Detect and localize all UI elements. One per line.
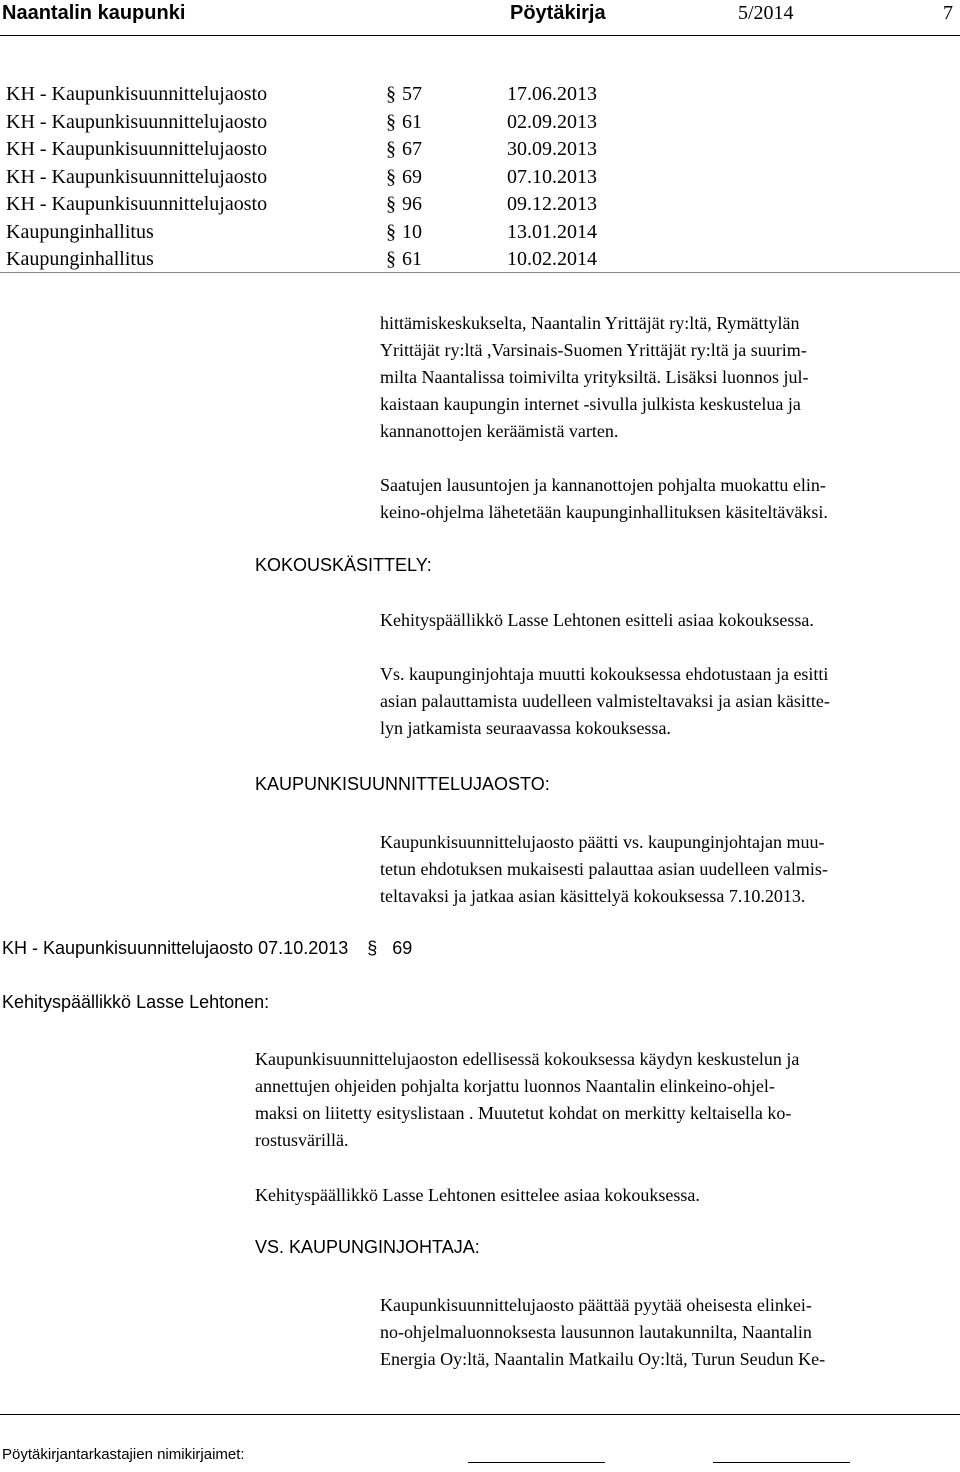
text-line: Kaupunkisuunnittelujaoston edellisessä kokouksessa käydyn keskustelun ja [255,1049,800,1069]
section-label-vs-kaupunginjohtaja: VS. KAUPUNGINJOHTAJA: [255,1237,480,1257]
meeting-reference-text: KH - Kaupunkisuunnittelujaosto 07.10.2013 [2,938,349,958]
reference-body: KH - Kaupunkisuunnittelujaosto [6,138,268,160]
section-sign: § [386,110,396,133]
section-sign: § [386,165,396,188]
paragraph-revised-draft [255,1046,799,1154]
text-line: asian palauttamista uudelleen valmisteltavaksi ja asian käsitte- [380,691,830,711]
page-number: 7 [943,2,953,24]
reference-date: 07.10.2013 [507,165,597,188]
paragraph-presents [255,1182,700,1209]
reference-body: KH - Kaupunkisuunnittelujaosto [6,83,268,105]
paragraph-amended-proposal [380,661,830,742]
section-sign: § [367,938,378,958]
reference-row [0,166,960,193]
signatures-label: Pöytäkirjantarkastajien nimikirjaimet: [2,1446,245,1463]
text-line: Kehityspäällikkö Lasse Lehtonen esittelee asiaa kokouksessa. [255,1185,700,1205]
reference-row [0,221,960,248]
text-line: teltavaksi ja jatkaa asian käsittelyä kokouksessa 7.10.2013. [380,886,806,906]
text-line: hittämiskeskukselta, Naantalin Yrittäjät ry:ltä, Rymättylän [380,313,800,333]
text-line: keino-ohjelma lähetetään kaupunginhallituksen käsiteltäväksi. [380,502,828,522]
reference-row [0,138,960,165]
text-line: Energia Oy:ltä, Naantalin Matkailu Oy:ltä, Turun Seudun Ke- [380,1349,826,1369]
reference-table-rule [0,272,960,273]
municipality-name: Naantalin kaupunki [2,2,186,24]
signature-line-1 [468,1462,605,1463]
text-line: annettujen ohjeiden pohjalta korjattu luonnos Naantalin elinkeino-ohjel- [255,1076,775,1096]
text-line: tetun ehdotuksen mukaisesti palauttaa asian uudelleen valmis- [380,859,828,879]
text-line: Kaupunkisuunnittelujaosto päätti vs. kaupunginjohtajan muu- [380,832,825,852]
text-line: Kehityspäällikkö Lasse Lehtonen esitteli asiaa kokouksessa. [380,610,814,630]
section-sign: § [386,248,396,270]
section-sign: § [386,138,396,160]
text-line: rostusvärillä. [255,1130,349,1150]
text-line: maksi on liitetty esityslistaan . Muutetut kohdat on merkitty keltaisella ko- [255,1103,792,1123]
reference-date: 13.01.2014 [507,220,597,243]
text-line: Saatujen lausuntojen ja kannanottojen pohjalta muokattu elin- [380,475,826,495]
reference-body: KH - Kaupunkisuunnittelujaosto [6,165,268,188]
reference-body: KH - Kaupunkisuunnittelujaosto [6,110,268,133]
paragraph-consultation [380,310,808,445]
text-line: Yrittäjät ry:ltä ,Varsinais-Suomen Yrittäjät ry:ltä ja suurim- [380,340,807,360]
section-number: 96 [402,193,422,215]
paragraph-request-statement [380,1292,825,1373]
text-line: lyn jatkamista seuraavassa kokouksessa. [380,718,671,738]
text-line: kannanottojen keräämistä varten. [380,421,619,441]
section-number: 69 [392,938,413,958]
text-line: no-ohjelmaluonnoksesta lausunnon lautakunnilta, Naantalin [380,1322,812,1342]
reference-date: 09.12.2013 [507,193,597,215]
text-line: Vs. kaupunginjohtaja muutti kokouksessa ehdotustaan ja esitti [380,664,829,684]
section-number: 57 [402,83,422,105]
reference-date: 10.02.2014 [507,248,597,270]
section-number: 69 [402,165,422,188]
presenter-label: Kehityspäällikkö Lasse Lehtonen: [2,992,270,1012]
reference-body: Kaupunginhallitus [6,248,154,270]
reference-date: 17.06.2013 [507,83,597,105]
document-number: 5/2014 [738,2,794,24]
section-sign: § [386,83,396,105]
text-line: kaistaan kaupungin internet -sivulla julkista keskustelua ja [380,394,801,414]
section-number: 61 [402,110,422,133]
reference-row [0,111,960,138]
reference-date: 02.09.2013 [507,110,597,133]
section-label-kokouskasittely: KOKOUSKÄSITTELY: [255,555,432,575]
reference-body: Kaupunginhallitus [6,220,154,243]
section-sign: § [386,193,396,215]
text-line: Kaupunkisuunnittelujaosto päättää pyytää oheisesta elinkei- [380,1295,812,1315]
reference-row [0,83,960,110]
meeting-reference [2,938,412,959]
document-type: Pöytäkirja [510,2,606,24]
section-number: 10 [402,220,422,243]
paragraph-presentation [380,607,814,634]
reference-body: KH - Kaupunkisuunnittelujaosto [6,193,268,215]
section-number: 67 [402,138,422,160]
paragraph-decision [380,829,828,910]
section-sign: § [386,220,396,243]
reference-date: 30.09.2013 [507,138,597,160]
signature-line-2 [713,1462,850,1463]
section-number: 61 [402,248,422,270]
section-label-jaosto: KAUPUNKISUUNNITTELUJAOSTO: [255,774,550,794]
paragraph-forwarding [380,472,828,526]
header-rule [0,35,960,36]
reference-row [0,248,960,275]
text-line: milta Naantalissa toimivilta yrityksiltä. Lisäksi luonnos jul- [380,367,809,387]
footer-rule [0,1414,960,1415]
reference-row [0,193,960,220]
